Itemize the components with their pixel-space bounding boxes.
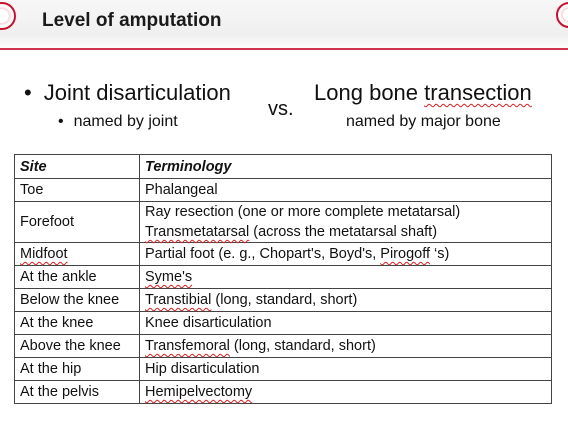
terminology-text: Hemipelvectomy [145,384,253,400]
terminology-text: Knee disarticulation [145,315,272,331]
terminology-text: Hip disarticulation [145,361,260,377]
terminology-cell [140,202,552,243]
terminology-text: Transfemoral (long, standard, short) [145,338,376,354]
terminology-cell [140,179,552,202]
site-cell: At the ankle [15,266,140,289]
bullet-joint-disarticulation [24,80,231,106]
sub-bullet-named-by-joint [58,113,178,131]
long-bone-subtext: named by major bone [346,113,501,130]
terminology-text: Transmetatarsal (across the metatarsal shaft) [145,224,438,240]
site-cell: Above the knee [15,335,140,358]
site-cell: At the knee [15,312,140,335]
terminology-text: Transtibial (long, standard, short) [145,292,358,308]
column-header-site: Site [15,155,140,179]
versus-label: vs. [268,98,294,120]
table-row [15,335,552,358]
sub-bullet-text: named by joint [73,113,178,130]
site-cell: At the pelvis [15,381,140,404]
slide-title: Level of amputation [42,10,222,31]
terminology-text: Phalangeal [145,182,218,198]
site-cell: Toe [15,179,140,202]
bullet-icon: • [58,113,64,130]
table-row [15,381,552,404]
table-row [15,202,552,243]
site-cell: Forefoot [15,202,140,243]
site-cell: Midfoot [15,243,140,266]
bullet-text: Joint disarticulation [43,80,231,105]
terminology-cell [140,381,552,404]
long-bone-heading: Long bone transection [314,80,532,105]
table-header-row [15,155,552,179]
bullet-icon: • [24,80,32,105]
terminology-cell [140,312,552,335]
terminology-cell [140,335,552,358]
table-row [15,243,552,266]
terminology-cell [140,289,552,312]
site-cell: Below the knee [15,289,140,312]
header-divider [0,48,568,50]
terminology-cell [140,266,552,289]
terminology-text: Syme's [145,269,193,285]
terminology-text: Partial foot (e. g., Chopart's, Boyd's, Pirogoff ‘s) [145,246,450,262]
table-row [15,289,552,312]
terminology-cell [140,243,552,266]
table-row [15,312,552,335]
site-cell: At the hip [15,358,140,381]
table-row [15,179,552,202]
column-header-terminology: Terminology [140,155,552,179]
amputation-terminology-table [14,154,552,404]
terminology-text: Ray resection (one or more complete metatarsal) [145,204,461,220]
terminology-cell [140,358,552,381]
table-row [15,266,552,289]
table-row [15,358,552,381]
